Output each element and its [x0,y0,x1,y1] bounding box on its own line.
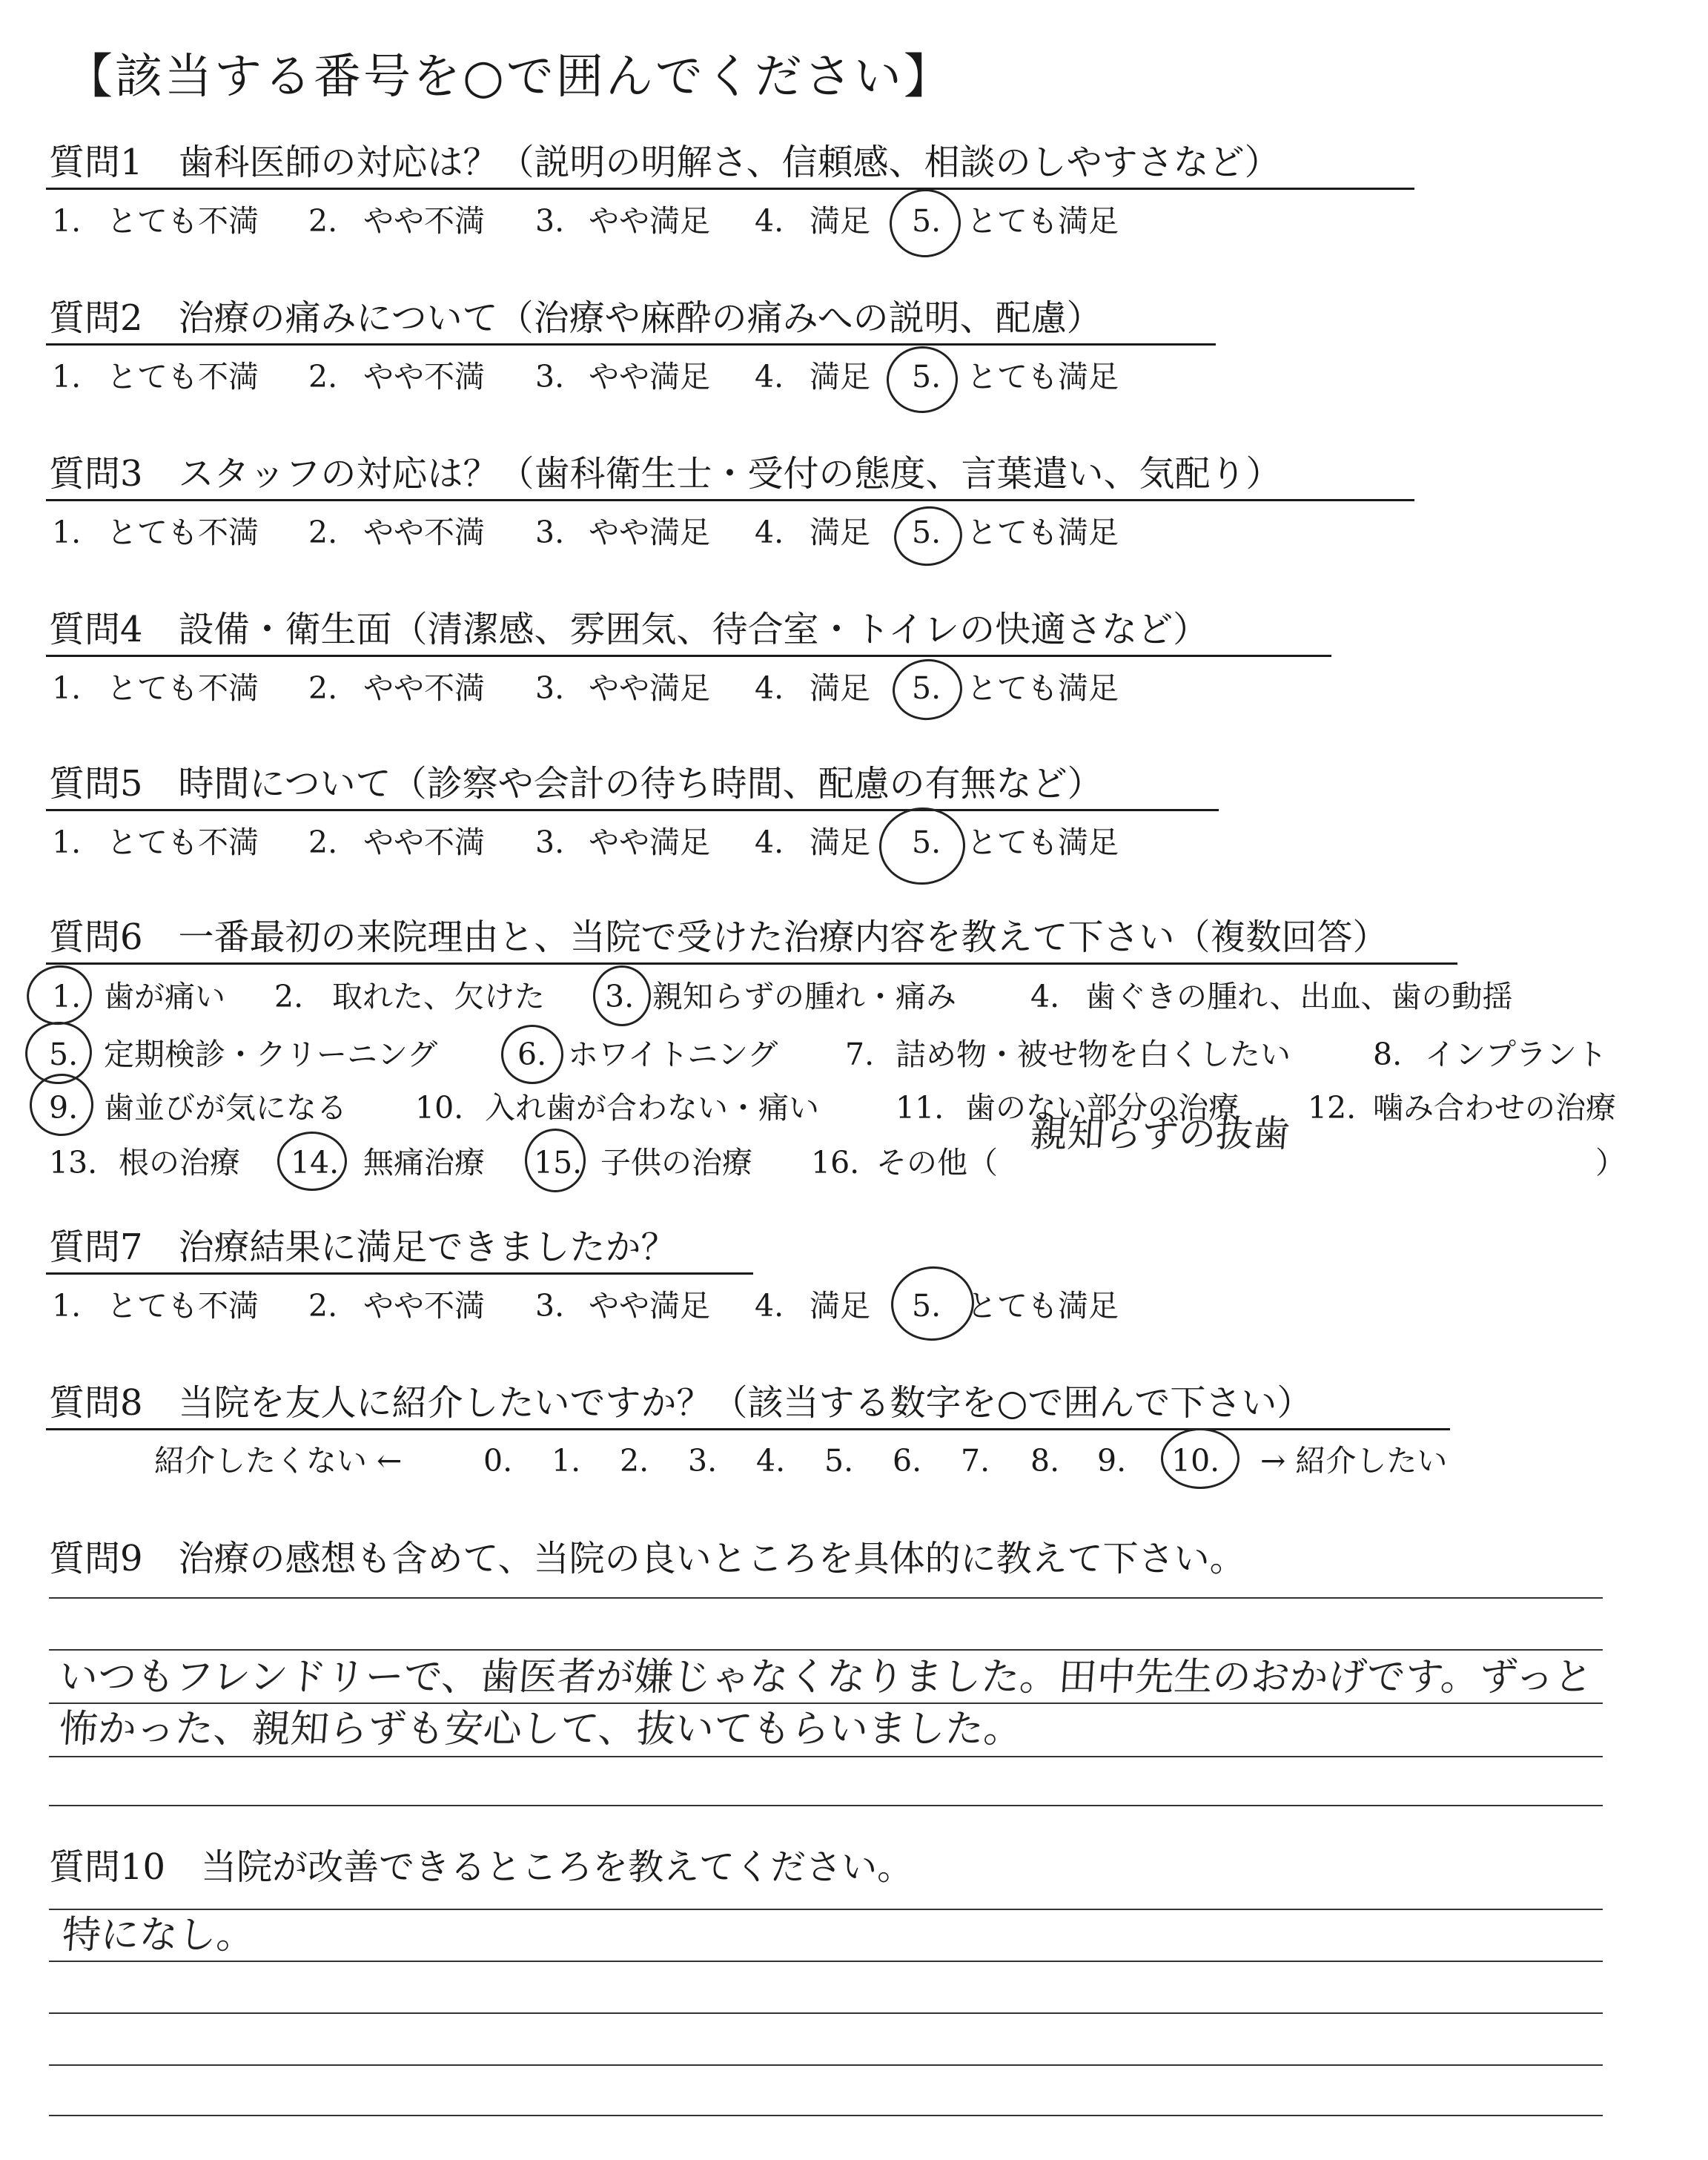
option-5-label: とても満足 [967,515,1119,550]
underline [46,499,1414,501]
option-4-label: 満足 [810,1288,870,1324]
option-11-label: 歯のない部分の治療 [965,1090,1239,1126]
question-title: 質問8 当院を友人に紹介したいですか？（該当する数字を○で囲んで下さい） [49,1382,1313,1424]
answer-circle [887,1262,978,1344]
option-12-label: 噛み合わせの治療 [1373,1090,1616,1126]
question-title: 質問5 時間について（診察や会計の待ち時間、配慮の有無など） [49,763,1103,805]
option-1-label: とても不満 [107,359,259,394]
option-2-number[interactable]: 2. [308,825,338,860]
option-1-number[interactable]: 1. [52,979,82,1014]
question-title: 質問10 当院が改善できるところを教えてください。 [49,1846,913,1888]
option-5-number[interactable]: 5. [912,670,941,706]
option-11-number[interactable]: 11. [896,1090,944,1126]
option-3-label: やや満足 [589,825,710,860]
left-label: 紹介したくない ← [154,1443,403,1479]
option-2-number[interactable]: 2. [308,515,338,550]
option-7-label: 詰め物・被せ物を白くしたい [896,1037,1291,1072]
selected-circle-15 [525,1129,586,1192]
selected-circle-6 [501,1025,563,1084]
option-2-number[interactable]: 2. [274,979,304,1014]
writing-line [49,1597,1603,1599]
option-9-number[interactable]: 9. [49,1090,79,1126]
option-2-number[interactable]: 2. [308,670,338,706]
other-handwritten-answer: 親知らずの抜歯 [1028,1112,1292,1155]
option-4-number[interactable]: 4. [755,203,784,239]
option-15-number[interactable]: 15. [534,1145,583,1180]
option-12-number[interactable]: 12. [1308,1090,1357,1126]
option-2-label: やや不満 [363,670,485,706]
option-1-label: とても不満 [107,515,259,550]
answer-circle [886,185,964,261]
option-3-label: やや満足 [589,515,710,550]
option-5-label: とても満足 [967,203,1119,239]
underline [46,962,1457,965]
selected-circle-3 [593,965,651,1026]
option-7-number[interactable]: 7. [845,1037,875,1072]
option-1-number[interactable]: 1. [52,203,82,239]
option-1-label: とても不満 [107,825,259,860]
answer-circle [884,344,960,415]
option-1-number[interactable]: 1. [52,515,82,550]
option-3-number[interactable]: 3. [535,1288,565,1324]
underline [46,343,1216,346]
option-3-number[interactable]: 3. [535,359,565,394]
handwritten-answer-line-2: 怖かった、親知らずも安心して、抜いてもらいました。 [57,1707,1025,1751]
option-6-number[interactable]: 6. [517,1037,547,1072]
writing-line [49,2012,1603,2014]
option-5-label: とても満足 [967,1288,1119,1324]
question-title: 質問3 スタッフの対応は？（歯科衛生士・受付の態度、言葉遣い、気配り） [49,453,1282,495]
score-10[interactable]: 10. [1171,1443,1220,1479]
score-9[interactable]: 9. [1097,1443,1127,1479]
option-2-label: やや不満 [363,359,485,394]
writing-line [49,1909,1603,1910]
other-close-paren: ） [1595,1145,1626,1180]
underline [46,188,1414,190]
writing-line [49,1756,1603,1757]
option-14-number[interactable]: 14. [291,1145,340,1180]
option-3-label: やや満足 [589,203,710,239]
option-16-number[interactable]: 16. [811,1145,860,1180]
score-4[interactable]: 4. [756,1443,786,1479]
option-1-label: 歯が痛い [104,979,225,1014]
option-1-label: とても不満 [107,1288,259,1324]
score-3[interactable]: 3. [688,1443,718,1479]
score-1[interactable]: 1. [552,1443,581,1479]
answer-circle [877,805,968,888]
question-title: 質問9 治療の感想も含めて、当院の良いところを具体的に教えて下さい。 [49,1538,1245,1579]
option-3-number[interactable]: 3. [535,670,565,706]
option-3-number[interactable]: 3. [535,515,565,550]
option-1-label: とても不満 [107,203,259,239]
option-4-number[interactable]: 4. [755,670,784,706]
option-13-label: 根の治療 [119,1145,240,1180]
question-title: 質問2 治療の痛みについて（治療や麻酔の痛みへの説明、配慮） [49,297,1102,339]
option-1-number[interactable]: 1. [52,670,82,706]
option-1-number[interactable]: 1. [52,1288,82,1324]
option-4-number[interactable]: 4. [755,515,784,550]
option-5-label: とても満足 [967,670,1119,706]
answer-circle [890,502,966,570]
question-title: 質問1 歯科医師の対応は？（説明の明解さ、信頼感、相談のしやすさなど） [49,142,1280,183]
option-3-label: やや満足 [589,670,710,706]
option-4-number[interactable]: 4. [755,359,784,394]
option-2-label: 取れた、欠けた [332,979,545,1014]
option-5-number[interactable]: 5. [912,203,941,239]
underline [46,655,1331,657]
option-3-number[interactable]: 3. [535,203,565,239]
page-title: 【該当する番号を○で囲んでください】 [65,50,953,105]
answer-circle [890,655,965,723]
option-5-number[interactable]: 5. [912,825,941,860]
option-5-label: とても満足 [967,359,1119,394]
option-13-number[interactable]: 13. [49,1145,98,1180]
option-5-number[interactable]: 5. [912,359,941,394]
score-0[interactable]: 0. [483,1443,513,1479]
handwritten-answer-line-1: 特になし。 [60,1913,257,1958]
option-3-number[interactable]: 3. [605,979,635,1014]
option-4-label: 満足 [810,359,870,394]
option-4-label: 満足 [810,515,870,550]
option-14-label: 無痛治療 [363,1145,485,1180]
selected-circle-14 [277,1132,347,1191]
option-1-label: とても不満 [107,670,259,706]
option-5-number[interactable]: 5. [49,1037,79,1072]
question-title: 質問6 一番最初の来院理由と、当院で受けた治療内容を教えて下さい（複数回答） [49,916,1388,958]
score-5[interactable]: 5. [824,1443,854,1479]
option-2-label: やや不満 [363,825,485,860]
score-6[interactable]: 6. [893,1443,922,1479]
question-title: 質問7 治療結果に満足できましたか？ [49,1226,677,1268]
option-2-label: やや不満 [363,203,485,239]
writing-line [49,1649,1603,1651]
selected-circle-1 [22,960,97,1030]
underline [46,809,1219,811]
option-10-label: 入れ歯が合わない・痛い [485,1090,819,1126]
option-16-label: その他（ [876,1145,998,1180]
writing-line [49,1702,1603,1704]
option-2-number[interactable]: 2. [308,203,338,239]
option-8-number[interactable]: 8. [1373,1037,1403,1072]
option-2-number[interactable]: 2. [308,359,338,394]
option-6-label: ホワイトニング [568,1037,778,1072]
option-9-label: 歯並びが気になる [104,1090,347,1126]
option-1-number[interactable]: 1. [52,359,82,394]
underline [46,1428,1450,1430]
option-4-number[interactable]: 4. [755,1288,784,1324]
handwritten-answer-line-1: いつもフレンドリーで、歯医者が嫌じゃなくなりました。田中先生のおかげです。ずっと [57,1655,1595,1700]
option-2-number[interactable]: 2. [308,1288,338,1324]
underline [46,1272,753,1275]
option-8-label: インプラント [1425,1037,1607,1072]
selected-circle-9 [27,1071,96,1140]
option-1-number[interactable]: 1. [52,825,82,860]
option-15-label: 子供の治療 [600,1145,752,1180]
score-8[interactable]: 8. [1030,1443,1060,1479]
writing-line [49,2064,1603,2066]
option-5-number[interactable]: 5. [912,1288,941,1324]
writing-line [49,1961,1603,1962]
option-4-number[interactable]: 4. [1030,979,1060,1014]
option-4-label: 満足 [810,670,870,706]
right-label: → 紹介したい [1260,1443,1448,1479]
option-10-number[interactable]: 10. [415,1090,464,1126]
score-7[interactable]: 7. [961,1443,990,1479]
question-title: 質問4 設備・衛生面（清潔感、雰囲気、待合室・トイレの快適さなど） [49,609,1209,650]
option-3-number[interactable]: 3. [535,825,565,860]
option-4-label: 満足 [810,203,870,239]
option-3-label: やや満足 [589,1288,710,1324]
option-3-label: 親知らずの腫れ・痛み [652,979,956,1014]
answer-circle [1161,1428,1239,1489]
option-3-label: やや満足 [589,359,710,394]
option-2-label: やや不満 [363,515,485,550]
writing-line [49,1805,1603,1806]
option-4-label: 歯ぐきの腫れ、出血、歯の動揺 [1085,979,1513,1014]
option-2-label: やや不満 [363,1288,485,1324]
writing-line [49,2115,1603,2116]
option-4-label: 満足 [810,825,870,860]
option-5-label: 定期検診・クリーニング [104,1037,438,1072]
score-2[interactable]: 2. [620,1443,649,1479]
option-4-number[interactable]: 4. [755,825,784,860]
option-5-number[interactable]: 5. [912,515,941,550]
option-5-label: とても満足 [967,825,1119,860]
